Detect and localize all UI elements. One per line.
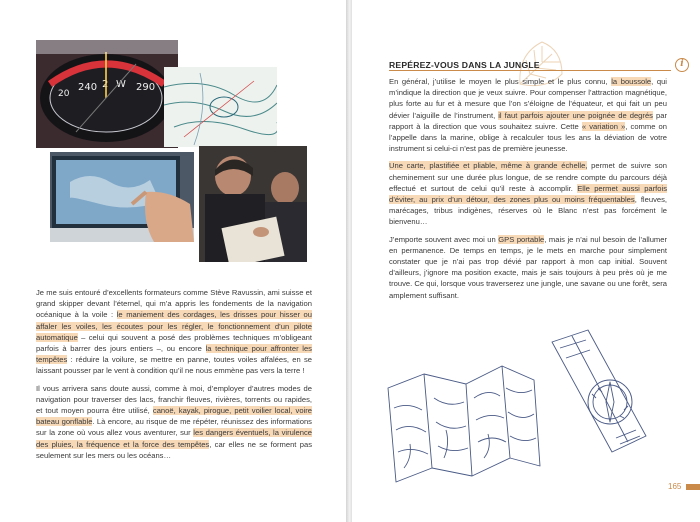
body-text: , qui m’indique la direction que je veux suivre. Pour compenser l’attraction magnétique, plus forte au fur et à mesure que l’on s’éloigne de l’équateur, et qui fait un peu dévier l’aiguille de l’instrument, [389,77,667,120]
highlighted-text: « variation » [581,121,626,131]
right-paragraph-2 [389,160,667,227]
laptop-map-photo [50,152,194,242]
body-text: . Là encore, au risque de me répéter, réunissez des informations sur la zone où vous allez vous aventurer, sur [36,417,312,438]
weather-chart-photo [164,67,277,147]
body-text: – celui qui souvent a posé des problèmes techniques m’obligeant parfois à barrer des jours entiers –, ou encore [36,332,312,354]
left-body-text [36,287,312,467]
body-text: J’emporte souvent avec moi un [389,234,499,244]
highlighted-text: GPS portable [498,234,545,244]
left-paragraph-1 [36,287,312,377]
compass-photo [36,40,178,148]
navigators-photo [199,146,307,262]
highlighted-text: Une carte, plastifiée et pliable, même à grande échelle, [389,161,588,171]
body-text: permet de suivre son cheminement sur une durée plus longue, de se rendre compte du parcours déjà effectué et surtout de celui qu’il reste à accomplir. [389,161,667,193]
svg-text:290: 290 [136,82,156,93]
body-text: , car elles ne se forment pas seulement sur les mers ou les océans… [36,439,312,460]
highlighted-text: la boussole [611,77,652,86]
highlighted-text: Elle permet aussi parfois d’éviter, au prix d’un détour, des zones plus ou moins fréquentables [389,183,667,205]
right-body-text [389,76,667,307]
body-text: par rapport à la direction que vous souhaitez suivre. Cette [389,110,667,131]
map-and-compass-sketch [384,318,660,488]
body-text: Je me suis entouré d’excellents formateurs comme Stève Ravussin, ami suisse et grand skipper devant l’éternel, qui m’a appris les fondements de la navigation océanique à la voile : [36,288,312,320]
svg-text:W: W [116,79,126,90]
highlighted-text: il faut parfois ajouter une poignée de degrés [498,110,653,120]
body-text: , mais je n’ai nul besoin de l’allumer en permanence. De temps en temps, je le mets en marche pour simplement constater que je n’ai pas trop dévié par rapport à mon cap initial. Souvent d’ailleurs, j’ignore ma position exacte, mais je sais toujours à peu près où je me trouve. Ce qui, lorsque vous traverserez une jungle, une savane ou une forêt, sera amplement suffisant. [389,234,667,300]
left-page [0,0,348,522]
body-text: Il vous arrivera sans doute aussi, comme à moi, d’employer d’autres modes de navigation pour traverser des lacs, franchir fleuves, rivières, torrents ou rapides, et tout moyen pourra être utilisé, [36,383,312,416]
body-text: , comme on l’appelle dans la marine, oblige à recalculer tous les ans la déviation de votre instrument si celui-ci n’est pas de première jeunesse. [389,121,668,154]
right-paragraph-3 [389,234,667,301]
body-text: : réduire la voilure, se mettre en panne, toutes voiles affalées, en se laissant pousser par le vent à condition qu’il ne nous emmène pas vers la terre ! [36,355,312,376]
heading-rule [389,70,671,71]
body-text: , fleuves, marécages, tribus indigènes, réserves où le Blanc n’est pas forcément le bienvenu… [389,195,667,227]
highlighted-text: le maniement des cordages, les drisses pour hisser ou affaler les voiles, les écoutes pour les régler, le fonctionnement d’un pilote automatique [36,310,313,342]
highlighted-text: la technique pour affronter les tempêtes [36,344,312,365]
svg-text:2: 2 [102,79,109,90]
left-paragraph-2 [36,383,312,461]
right-paragraph-1 [389,76,667,154]
info-icon: i [675,58,689,72]
body-text: En général, j’utilise le moyen le plus simple et le plus connu, [389,77,612,86]
svg-text:240: 240 [78,82,98,93]
page-number: 165 [668,482,682,491]
svg-text:20: 20 [58,89,70,99]
highlighted-text: canoë, kayak, pirogue, petit voilier local, voire bateau gonflable [36,406,312,427]
highlighted-text: les dangers éventuels, la virulence des pluies, la fréquence et la force des tempêtes [36,428,312,449]
section-heading: REPÉREZ-VOUS DANS LA JUNGLE [389,60,540,70]
page-number-bar [686,484,700,490]
